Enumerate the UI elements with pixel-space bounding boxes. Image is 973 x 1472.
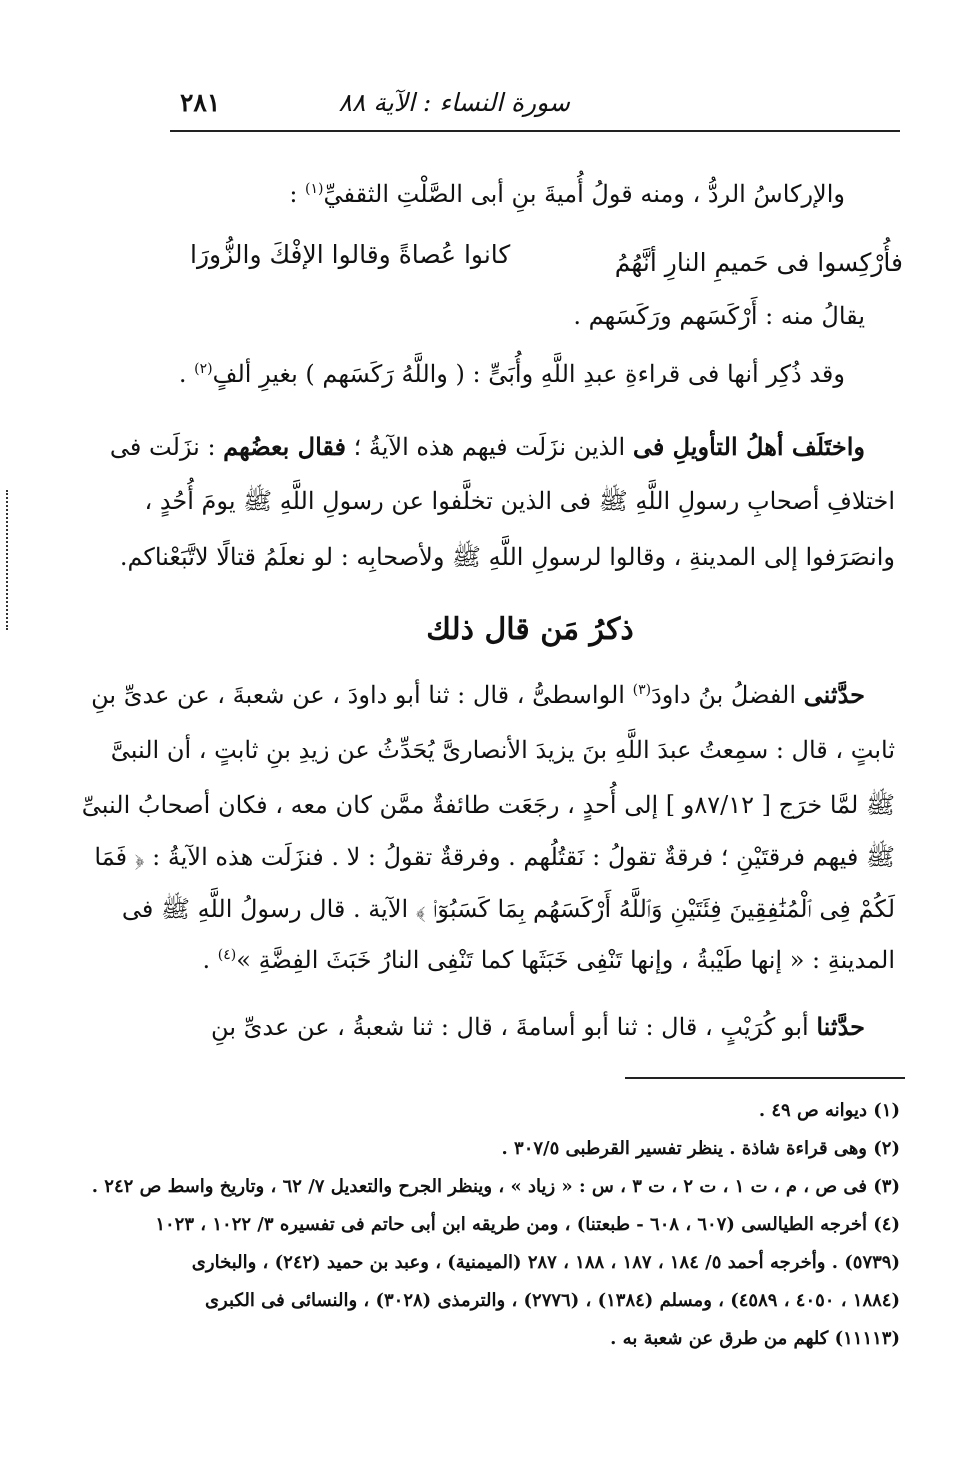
hadith1-line-2 — [110, 736, 895, 776]
text-span: لَكُمْ فِى ٱلْمُنَٰفِقِينَ فِئَتَيْنِ وَٱللَّهُ أَرْكَسَهُم بِمَا كَسَبُوٓا۟ ﴾ الآية . قال رسولُ اللَّهِ ﷺ فى — [121, 895, 895, 923]
footnote-2: (٢) وهى قراءة شاذة . ينظر تفسير القرطبى ٣٠٧/٥ . — [501, 1138, 900, 1159]
hadith1-line-5 — [121, 894, 895, 938]
text-span: الفضلُ بنُ داودَ — [651, 681, 804, 709]
text-span: : نزَلَت فى — [109, 433, 224, 461]
para2-line-2 — [144, 486, 895, 526]
text-span: والإركاسُ الردُّ ، ومنه قولُ أُميةَ بنِ أبى الصَّلْتِ الثقفيِّ — [323, 180, 845, 208]
text-span: ثابتٍ ، قال : سمِعتُ عبدَ اللَّهِ بنَ يزيدَ الأنصارىَّ يُحَدِّثُ عن زيدِ بنِ ثابتٍ ، أن النبىَّ — [110, 736, 895, 764]
footnote-4-cont-1: (٥٧٣٩) . وأخرجه أحمد ٥/ ١٨٤ ، ١٨٧ ، ١٨٨ ، ٢٨٧ (الميمنية) ، وعبد بن حميد (٢٤٢) ، والبخارى — [191, 1252, 900, 1273]
footnote-4-cont-3: (١١١١٣) كلهم من طرق عن شعبة به . — [610, 1328, 900, 1349]
footnote-marker-3: (٣) — [632, 682, 652, 698]
text-line-3 — [180, 302, 895, 342]
bold-span: فقال بعضُهم — [223, 432, 346, 461]
text-span: ﷺ لمَّا خرَج [ ٨٧/١٢و ] إلى أُحدٍ ، رجَعَت طائفةٌ ممَّن كان معه ، فكان أصحابُ النبىِّ — [81, 791, 895, 819]
footnote-1: (١) ديوانه ص ٤٩ . — [758, 1100, 900, 1121]
text-span: . — [202, 946, 218, 974]
text-span: يقالُ منه : أَرْكَسَهم ورَكَسَهم . — [573, 302, 865, 330]
text-span: اختلافِ أصحابِ رسولِ اللَّهِ ﷺ فى الذين تخلَّفوا عن رسولِ اللَّهِ ﷺ يومَ أُحُدٍ ، — [144, 487, 895, 515]
running-title: سورة النساء : الآية ٨٨ — [338, 88, 570, 117]
hadith2-line-1 — [180, 1012, 895, 1052]
text-span: ﷺ فيهم فرقتَيْنِ ؛ فرقةٌ تقولُ : نَقتُلُهم . وفرقةٌ تقولُ : لا . فنزَلَت هذه الآيةُ : ﴿ فَمَا — [94, 843, 895, 871]
page-number: ٢٨١ — [180, 88, 221, 117]
page-header — [170, 88, 900, 128]
text-span: : — [289, 180, 306, 208]
para2-line-1 — [109, 432, 895, 472]
hadith1-line-1 — [91, 680, 895, 720]
text-span: أبو كُرَيْبٍ ، قال : ثنا أبو أسامةَ ، قال : ثنا شعبةُ ، عن عدىِّ بنِ — [211, 1013, 817, 1041]
text-span: المدينةِ : « إنها طَيْبةُ ، وإنها تَنْفِى خَبَثَها كما تَنْفِى النارُ خَبَثَ الفِضَّةِ » — [236, 946, 895, 974]
bold-span: حدَّثنا — [816, 1012, 865, 1041]
footnote-marker-2: (٢) — [194, 361, 213, 377]
text-span: الذين نزَلَت فيهم هذه الآيةُ ؛ — [346, 433, 633, 461]
para2-line-3 — [119, 542, 895, 582]
footnote-4: (٤) أخرجه الطيالسى (٦٠٧ ، ٦٠٨ - طبعتنا) ، ومن طريقه ابن أبى حاتم فى تفسيره ٣/ ١٠٢٢ ، ١٠٢٣ — [155, 1214, 900, 1235]
footnote-rule — [625, 1077, 905, 1079]
footnote-4-cont-2: (١٨٨٤ ، ٤٠٥٠ ، ٤٥٨٩) ، ومسلم (١٣٨٤) ، (٢٧٧٦) ، والترمذى (٣٠٢٨) ، والنسائى فى الكبرى — [204, 1290, 900, 1311]
hadith1-line-3 — [81, 790, 895, 830]
text-span: الواسطىُّ ، قال : ثنا أبو داودَ ، عن شعبةَ ، عن عدىِّ بنِ — [91, 681, 633, 709]
section-heading: ذكرُ مَن قال ذلك — [426, 612, 634, 647]
text-span: وانصَرَفوا إلى المدينةِ ، وقالوا لرسولِ اللَّهِ ﷺ ولأصحابِه : لو نعلَمُ قتالًا لاتَّبَعْناكم. — [119, 543, 895, 571]
text-span: . — [178, 360, 195, 388]
bold-span: واختَلَف أهلُ التأويلِ فى — [632, 432, 865, 461]
bold-span: حدَّثنى — [803, 680, 865, 709]
text-line-4 — [180, 360, 895, 400]
binding-margin-dots — [6, 490, 14, 630]
footnote-marker-4: (٤) — [217, 947, 237, 963]
poem-first-hemistich: فأُرْكِسوا فى حَميمِ النارِ أنَّهُمُ — [614, 248, 903, 277]
poem-second-hemistich: كانوا عُصاةً وقالوا الإفْكَ والزُّورَا — [190, 240, 511, 269]
header-rule — [170, 130, 900, 132]
hadith1-line-4 — [94, 842, 895, 882]
footnote-3: (٣) فى ص ، م ، ت ١ ، ت ٢ ، ت ٣ ، س : « زياد » ، وينظر الجرح والتعديل ٧/ ٦٢ ، وتاريخ واسط ص ٢٤٢ . — [91, 1176, 900, 1197]
footnote-marker-1: (١) — [305, 181, 324, 197]
text-line-1 — [180, 180, 895, 220]
text-span: وقد ذُكِر أنها فى قراءةِ عبدِ اللَّهِ وأُبَىٍّ : ( واللَّهُ رَكَسَهم ) بغيرِ ألفٍ — [212, 360, 845, 388]
hadith1-line-6 — [180, 946, 895, 986]
